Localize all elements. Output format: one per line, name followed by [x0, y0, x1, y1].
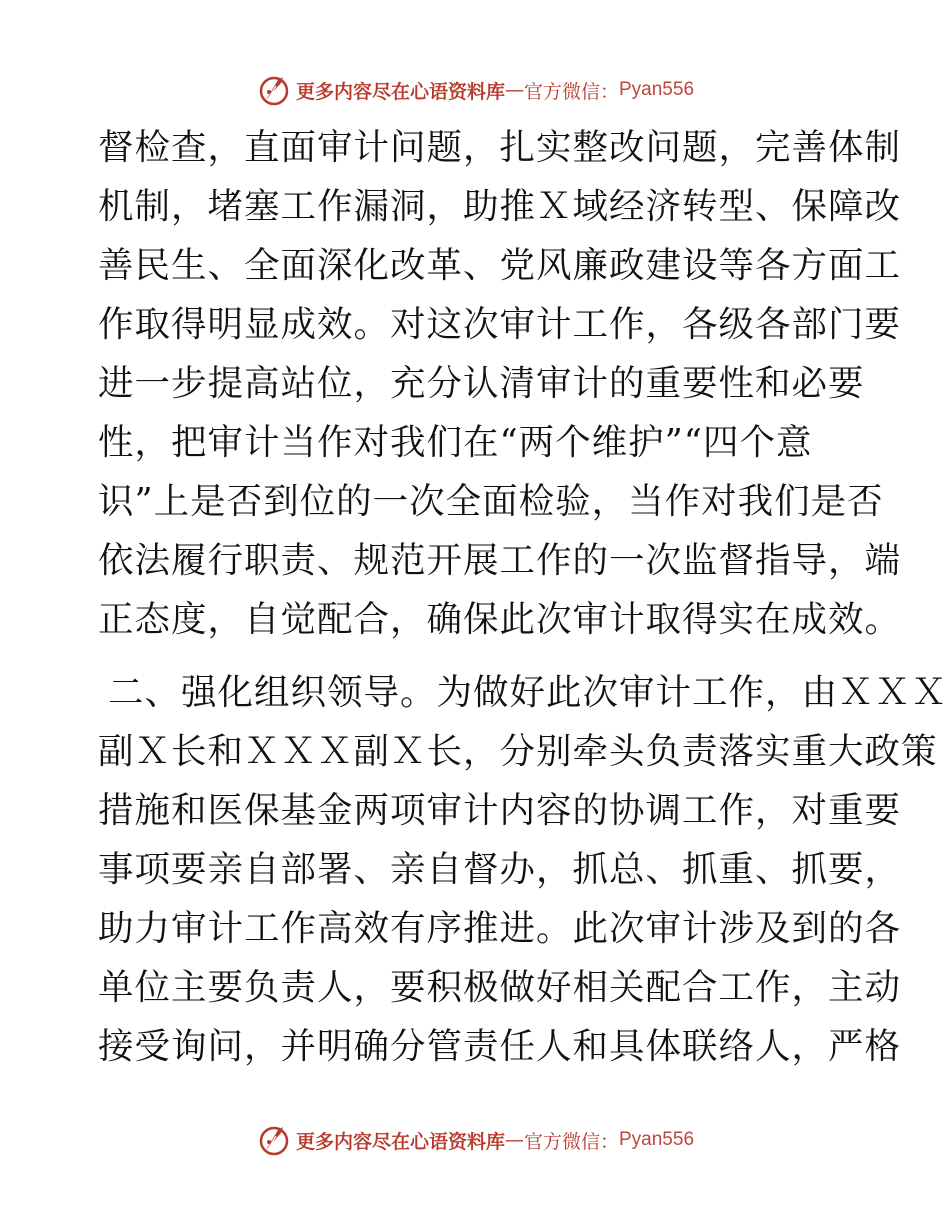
text-line: 作取得明显成效。对这次审计工作，各级各部门要 — [98, 304, 902, 345]
text-line: 督检查，直面审计问题，扎实整改问题，完善体制 — [98, 127, 902, 168]
text-line: 单位主要负责人，要积极做好相关配合工作，主动 — [98, 967, 902, 1008]
banner-dash: — — [504, 79, 524, 101]
document-body — [98, 118, 948, 1076]
paragraph-section-two — [98, 663, 948, 1076]
text-line: 正态度，自觉配合，确保此次审计取得实在成效。 — [98, 599, 902, 640]
banner-wechat-id: Pyan556 — [619, 1129, 695, 1150]
quill-pen-circle-icon — [256, 72, 292, 108]
banner-wechat-id: Pyan556 — [619, 79, 695, 100]
footer-watermark — [0, 1120, 950, 1160]
paragraph-continued — [98, 118, 902, 649]
text-line: 接受询问，并明确分管责任人和具体联络人，严格 — [98, 1026, 902, 1067]
quill-pen-circle-icon — [256, 1122, 292, 1158]
paragraph-gap — [98, 649, 858, 663]
text-line: 助力审计工作高效有序推进。此次审计涉及到的各 — [98, 908, 902, 949]
text-line: 识”上是否到位的一次全面检验，当作对我们是否 — [98, 481, 884, 522]
text-line: 措施和医保基金两项审计内容的协调工作，对重要 — [98, 790, 902, 831]
text-line: 副Ｘ长和ＸＸＸ副Ｘ长，分别牵头负责落实重大政策 — [98, 731, 938, 772]
text-line: 进一步提高站位，充分认清审计的重要性和必要 — [98, 363, 865, 404]
banner-slogan: 更多内容尽在心语资料库 — [295, 80, 505, 103]
header-watermark — [0, 70, 950, 110]
banner-slogan: 更多内容尽在心语资料库 — [295, 1130, 505, 1153]
text-line: 性，把审计当作对我们在“两个维护”“四个意 — [98, 422, 813, 463]
banner-wechat-label: 官方微信： — [523, 1130, 619, 1153]
text-line: 依法履行职责、规范开展工作的一次监督指导，端 — [98, 540, 902, 581]
text-line: 二、强化组织领导。为做好此次审计工作，由ＸＸＸ — [108, 672, 948, 713]
text-line: 善民生、全面深化改革、党风廉政建设等各方面工 — [98, 245, 902, 286]
text-line: 事项要亲自部署、亲自督办，抓总、抓重、抓要， — [98, 849, 902, 890]
text-line: 机制，堵塞工作漏洞，助推Ｘ域经济转型、保障改 — [98, 186, 902, 227]
banner-dash: — — [504, 1129, 524, 1151]
banner-wechat-label: 官方微信： — [523, 80, 619, 103]
